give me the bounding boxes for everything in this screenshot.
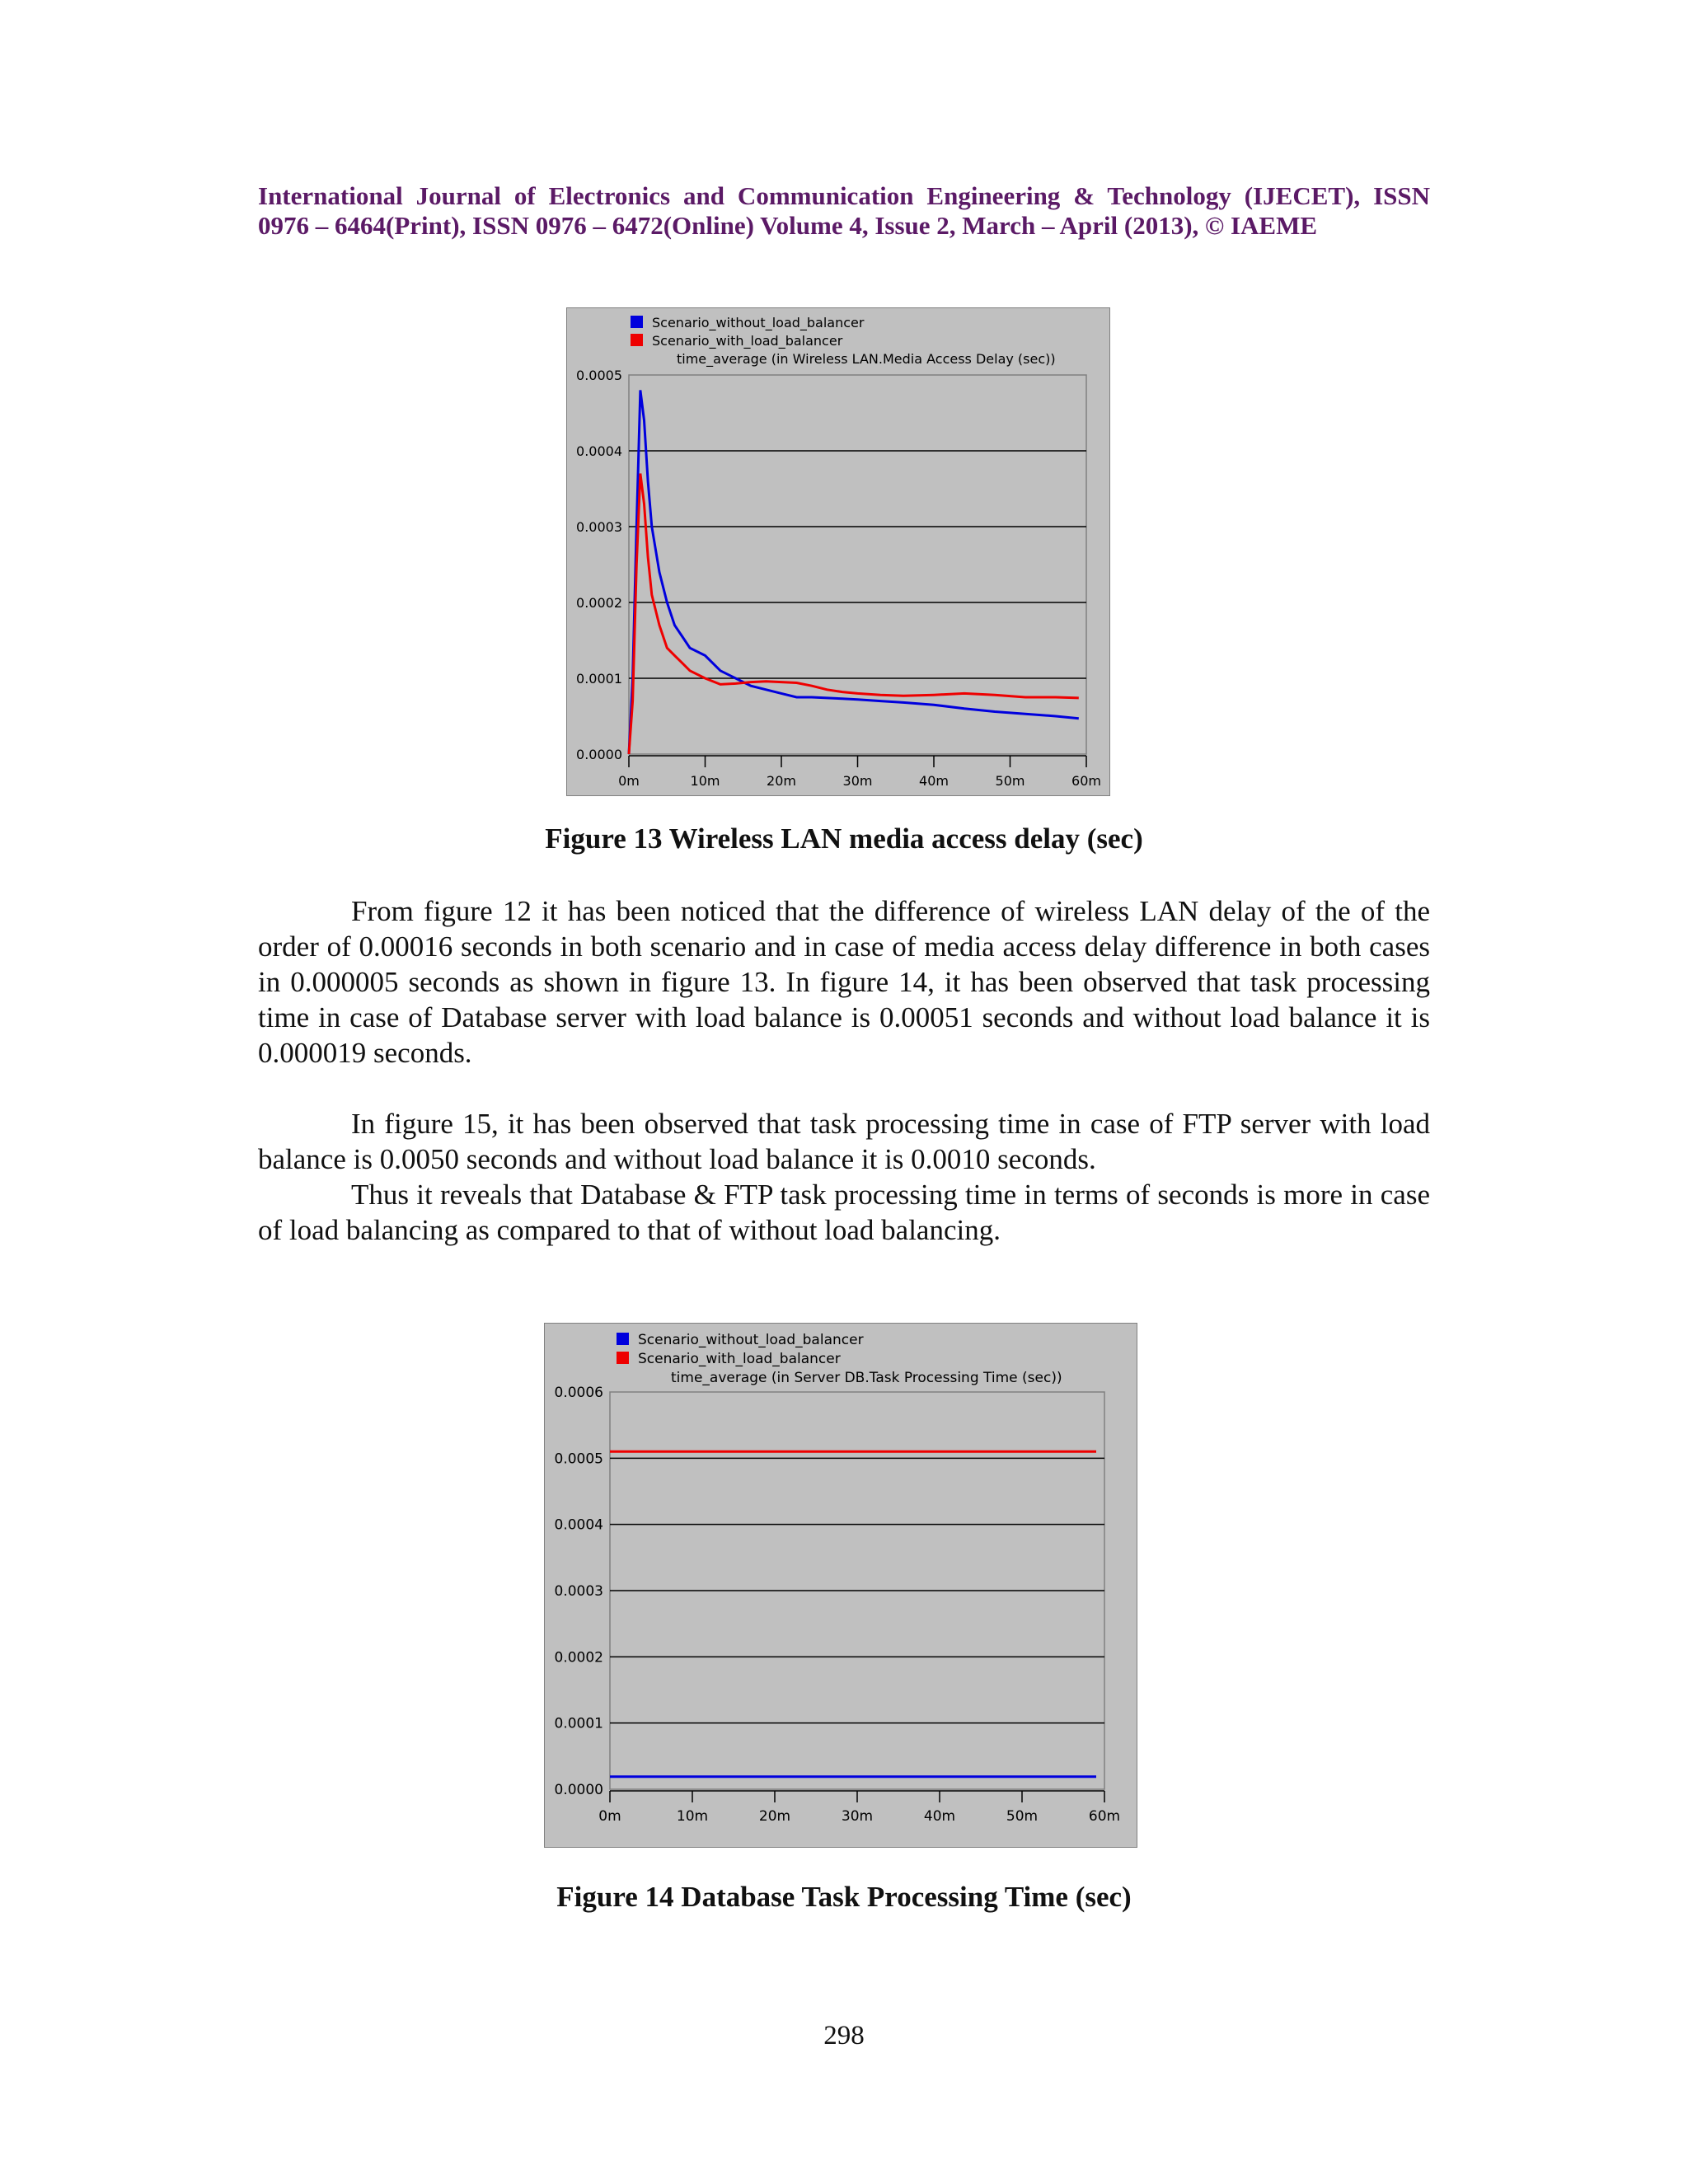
x-tick-label: 30m	[841, 1808, 874, 1825]
header-line-2: 0976 – 6464(Print), ISSN 0976 – 6472(Online) Volume 4, Issue 2, March – April (2013), © IAEME	[258, 211, 1318, 240]
y-tick-label: 0.0000	[576, 747, 622, 762]
legend-swatch-1	[631, 316, 643, 328]
x-tick-label: 10m	[676, 1808, 709, 1825]
y-tick-label: 0.0002	[576, 595, 622, 611]
figure-13-svg	[566, 307, 1110, 796]
legend-swatch-2	[631, 334, 643, 346]
figure-14-svg	[544, 1323, 1137, 1848]
legend-label-2: Scenario_with_load_balancer	[652, 333, 843, 349]
legend-label-1: Scenario_without_load_balancer	[652, 315, 865, 330]
y-tick-label: 0.0005	[576, 368, 622, 383]
y-tick-label: 0.0001	[576, 671, 622, 687]
y-tick-label: 0.0004	[554, 1516, 603, 1534]
x-tick-label: 40m	[923, 1808, 956, 1825]
legend-label-2: Scenario_with_load_balancer	[638, 1351, 841, 1367]
figure-13-caption: Figure 13 Wireless LAN media access delay (sec)	[545, 823, 1143, 855]
legend-swatch-1	[617, 1333, 629, 1345]
y-tick-label: 0.0003	[576, 519, 622, 535]
x-tick-label: 20m	[767, 773, 796, 789]
x-tick-label: 50m	[995, 773, 1025, 789]
y-tick-label: 0.0002	[554, 1649, 603, 1666]
chart-title: time_average (in Server DB.Task Processing Time (sec))	[671, 1370, 1062, 1386]
legend-label-1: Scenario_without_load_balancer	[638, 1332, 864, 1348]
x-tick-label: 50m	[1006, 1808, 1039, 1825]
figure-14-chart	[544, 1323, 1137, 1848]
paragraph-3: Thus it reveals that Database & FTP task processing time in terms of seconds is more in case of load balancing as compared to that of without load balancing.	[258, 1179, 1430, 1246]
legend-swatch-2	[617, 1352, 629, 1364]
x-tick-label: 10m	[690, 773, 720, 789]
figure-13-chart	[566, 307, 1110, 796]
x-tick-label: 0m	[618, 773, 640, 789]
y-tick-label: 0.0004	[576, 443, 622, 459]
figure-14-caption: Figure 14 Database Task Processing Time (sec)	[556, 1881, 1132, 1913]
x-tick-label: 40m	[919, 773, 949, 789]
y-tick-label: 0.0000	[554, 1782, 603, 1798]
paragraph-1: From figure 12 it has been noticed that the difference of wireless LAN delay of the of the order of 0.00016 seconds in both scenario and in case of media access delay difference in both cases in 0.000005 seconds as shown in figure 13. In figure 14, it has been observed that task processing time in case of Database server with load balance is 0.00051 seconds and without load balance it is 0.000019 seconds.	[258, 895, 1430, 1069]
x-tick-label: 60m	[1088, 1808, 1121, 1825]
chart-title: time_average (in Wireless LAN.Media Access Delay (sec))	[677, 351, 1056, 367]
y-tick-label: 0.0006	[554, 1385, 603, 1401]
journal-header	[258, 181, 1430, 241]
x-tick-label: 20m	[758, 1808, 791, 1825]
header-line-1: International Journal of Electronics and Communication Engineering & Technology (IJECET), ISSN	[258, 181, 1430, 210]
y-tick-label: 0.0003	[554, 1583, 603, 1600]
y-tick-label: 0.0001	[554, 1715, 603, 1732]
x-tick-label: 60m	[1071, 773, 1101, 789]
page-number: 298	[823, 2021, 865, 2050]
body-text	[258, 893, 1430, 1248]
y-tick-label: 0.0005	[554, 1451, 603, 1468]
paragraph-2: In figure 15, it has been observed that task processing time in case of FTP server with load balance is 0.0050 seconds and without load balance it is 0.0010 seconds.	[258, 1108, 1430, 1175]
x-tick-label: 30m	[842, 773, 873, 789]
x-tick-label: 0m	[598, 1808, 621, 1825]
